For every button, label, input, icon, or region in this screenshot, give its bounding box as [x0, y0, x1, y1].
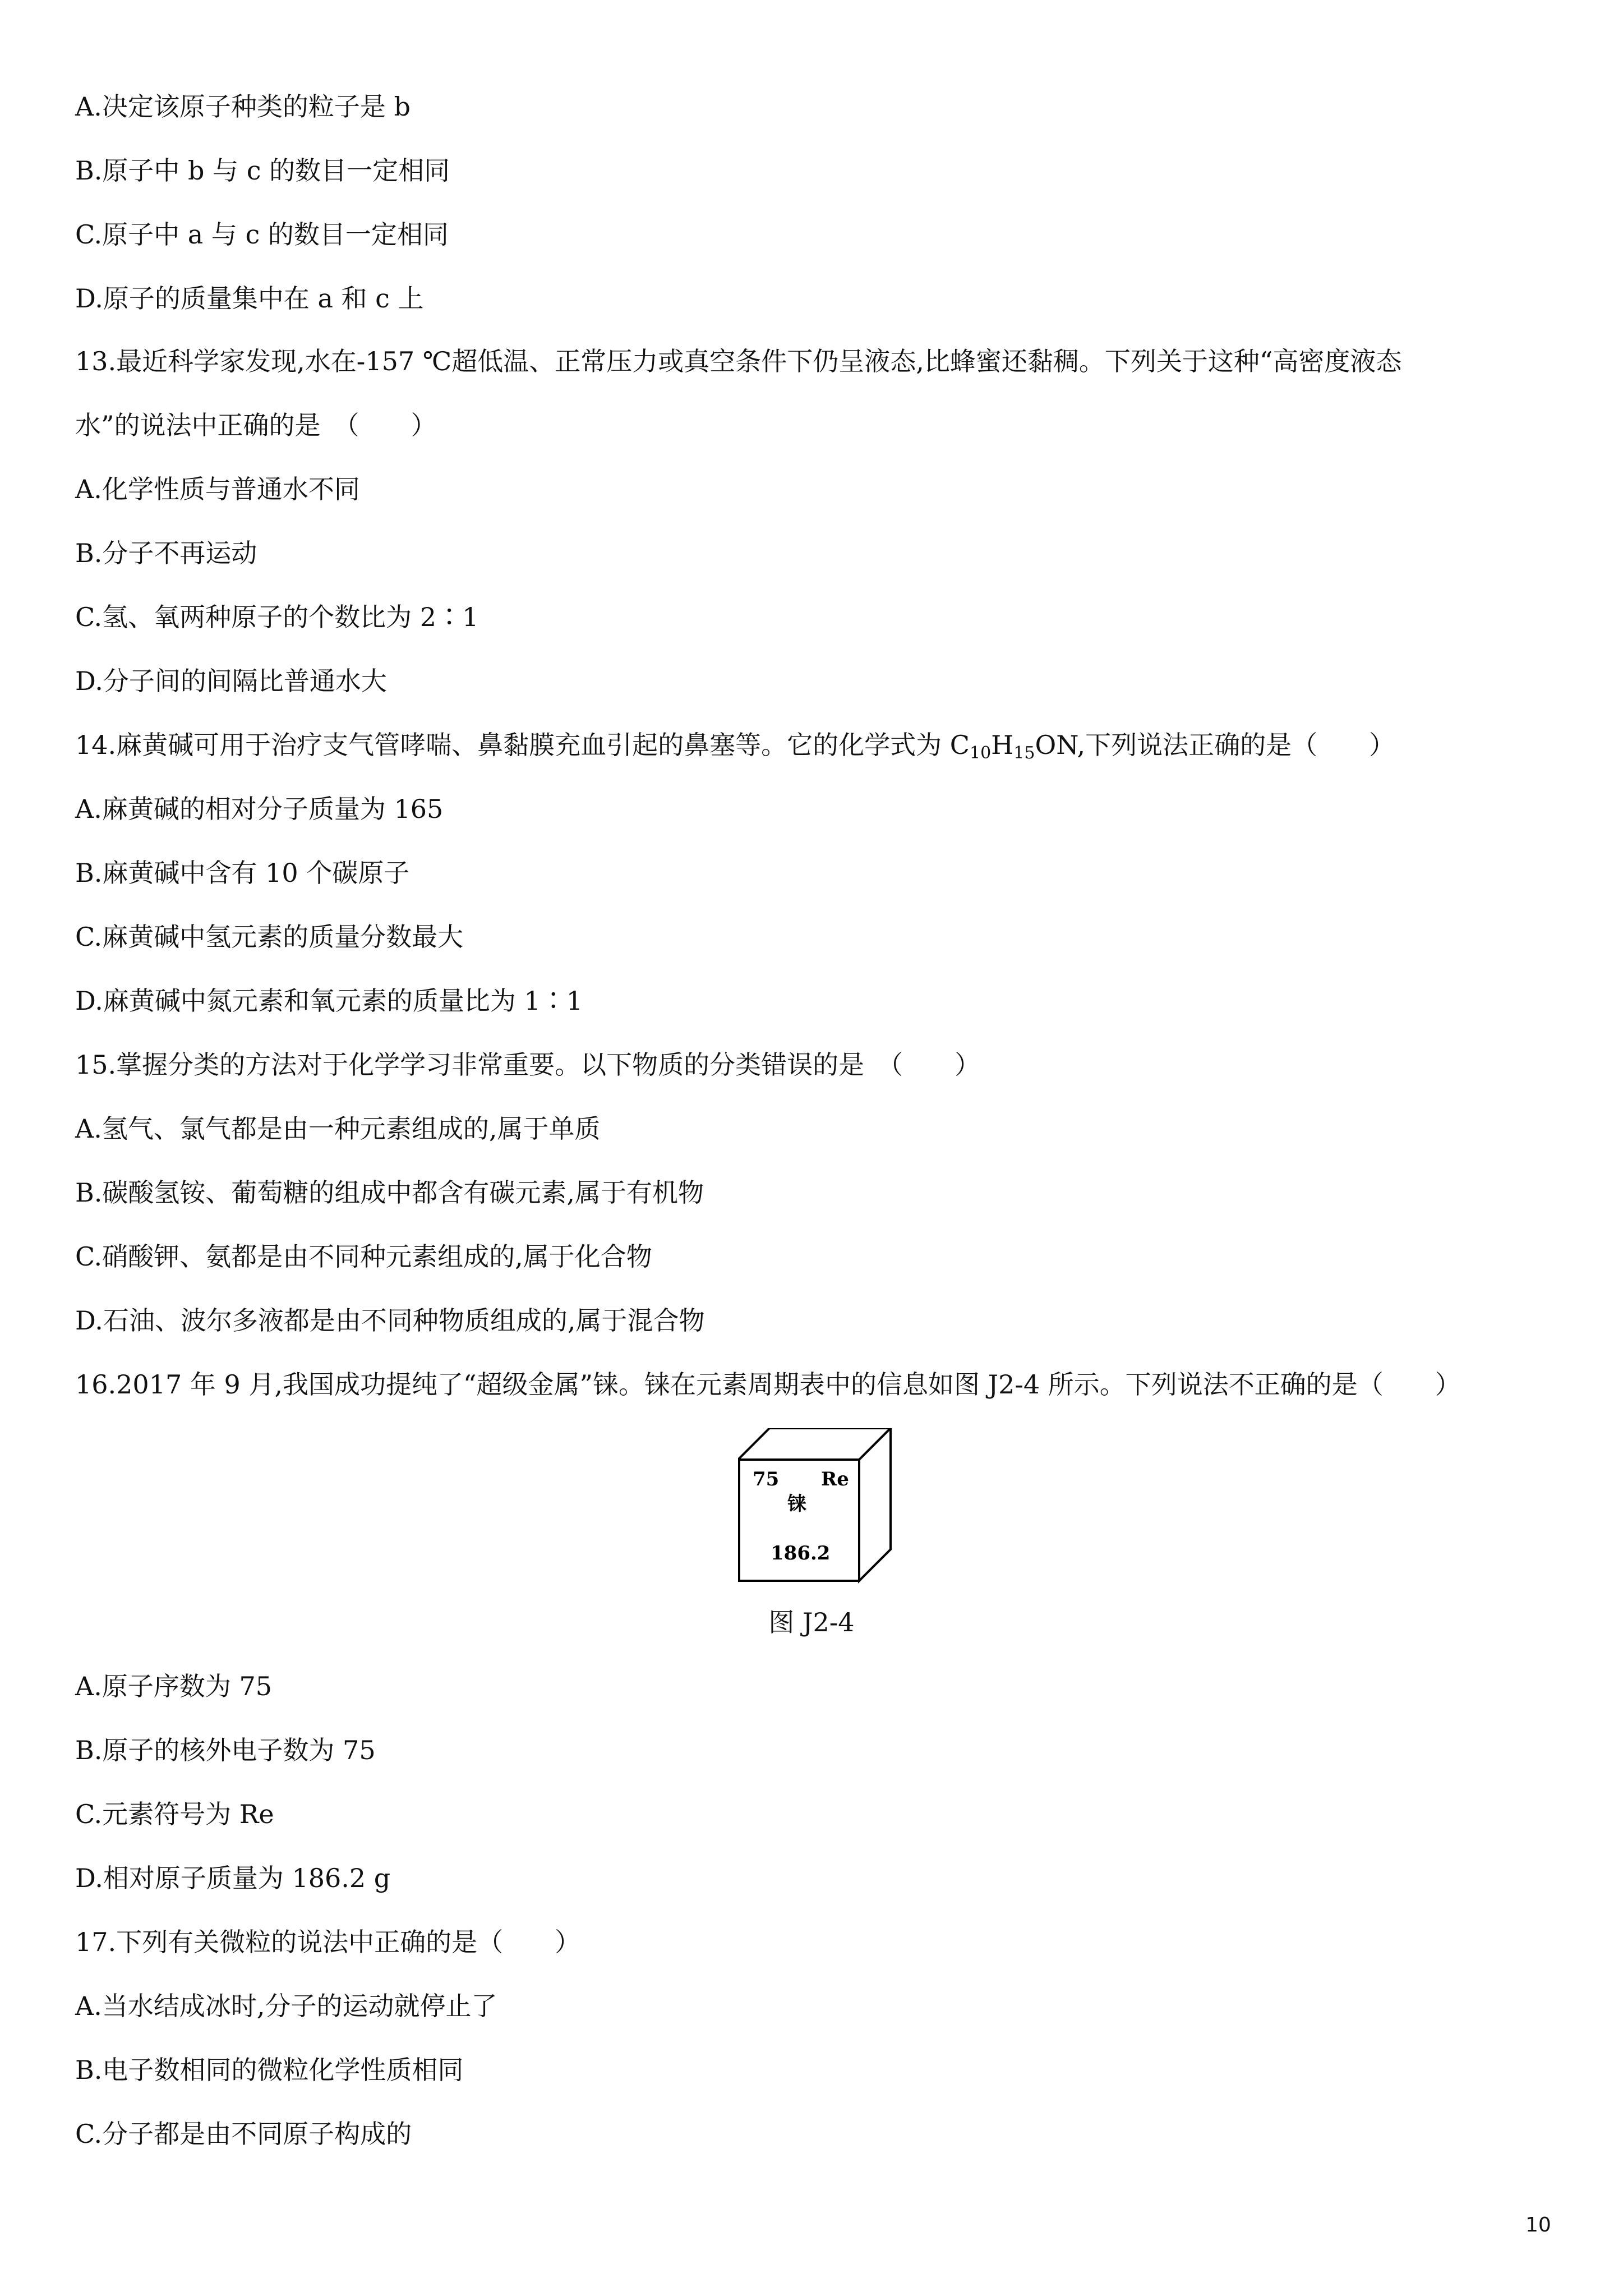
option-a-q13: A.化学性质与普通水不同	[75, 474, 360, 504]
option-d-q16: D.相对原子质量为 186.2 g	[75, 1863, 391, 1893]
option-c-q16: C.元素符号为 Re	[75, 1799, 274, 1829]
option-b-q13: B.分子不再运动	[75, 538, 257, 568]
question-17-stem: 17.下列有关微粒的说法中正确的是（ ）	[75, 1927, 581, 1957]
option-a-q15: A.氢气、氯气都是由一种元素组成的,属于单质	[75, 1114, 601, 1144]
option-a-q14: A.麻黄碱的相对分子质量为 165	[75, 794, 444, 824]
option-c-q14: C.麻黄碱中氢元素的质量分数最大	[75, 922, 464, 952]
option-c-q12: C.原子中 a 与 c 的数目一定相同	[75, 219, 449, 250]
option-d-q12: D.原子的质量集中在 a 和 c 上	[75, 283, 424, 314]
option-c-q15: C.硝酸钾、氨都是由不同种元素组成的,属于化合物	[75, 1241, 652, 1272]
option-c-q13: C.氢、氧两种原子的个数比为 2∶1	[75, 602, 479, 632]
option-d-q15: D.石油、波尔多液都是由不同种物质组成的,属于混合物	[75, 1305, 705, 1336]
element-symbol: Re	[821, 1468, 849, 1490]
option-b-q14: B.麻黄碱中含有 10 个碳原子	[75, 858, 410, 888]
atomic-number: 75	[753, 1468, 780, 1490]
q14-text-after: ON,下列说法正确的是（ ）	[1035, 730, 1395, 760]
element-cell-figure	[738, 1428, 895, 1585]
option-b-q15: B.碳酸氢铵、葡萄糖的组成中都含有碳元素,属于有机物	[75, 1177, 704, 1208]
element-name: 铼	[787, 1493, 806, 1515]
q14-hydrogen-subscript: 15	[1013, 743, 1035, 763]
option-a-q17: A.当水结成冰时,分子的运动就停止了	[75, 1991, 497, 2021]
question-13-stem: 13.最近科学家发现,水在-157 ℃超低温、正常压力或真空条件下仍呈液态,比蜂蜜还黏稠。下列关于这种“高密度液态	[75, 346, 1402, 376]
option-b-q16: B.原子的核外电子数为 75	[75, 1735, 376, 1765]
option-d-q14: D.麻黄碱中氮元素和氧元素的质量比为 1∶1	[75, 986, 583, 1016]
question-13-stem-cont: 水”的说法中正确的是 （ ）	[75, 410, 437, 440]
option-a-q12: A.决定该原子种类的粒子是 b	[75, 91, 411, 122]
option-d-q13: D.分子间的间隔比普通水大	[75, 666, 387, 696]
question-15-stem: 15.掌握分类的方法对于化学学习非常重要。以下物质的分类错误的是 （ ）	[75, 1050, 981, 1080]
option-c-q17: C.分子都是由不同原子构成的	[75, 2119, 412, 2149]
option-a-q16: A.原子序数为 75	[75, 1671, 272, 1701]
option-b-q12: B.原子中 b 与 c 的数目一定相同	[75, 155, 450, 186]
question-14-stem	[75, 728, 1395, 762]
page-number: 10	[1525, 2214, 1551, 2237]
figure-caption: 图 J2-4	[768, 1607, 855, 1637]
q14-text-before: 14.麻黄碱可用于治疗支气管哮喘、鼻黏膜充血引起的鼻塞等。它的化学式为 C	[75, 730, 970, 760]
question-16-stem: 16.2017 年 9 月,我国成功提纯了“超级金属”铼。铼在元素周期表中的信息如图 J2-4 所示。下列说法不正确的是（ ）	[75, 1369, 1461, 1400]
q14-hydrogen: H	[991, 730, 1014, 760]
atomic-mass: 186.2	[771, 1542, 831, 1565]
option-b-q17: B.电子数相同的微粒化学性质相同	[75, 2055, 464, 2085]
q14-carbon-subscript: 10	[969, 743, 992, 763]
